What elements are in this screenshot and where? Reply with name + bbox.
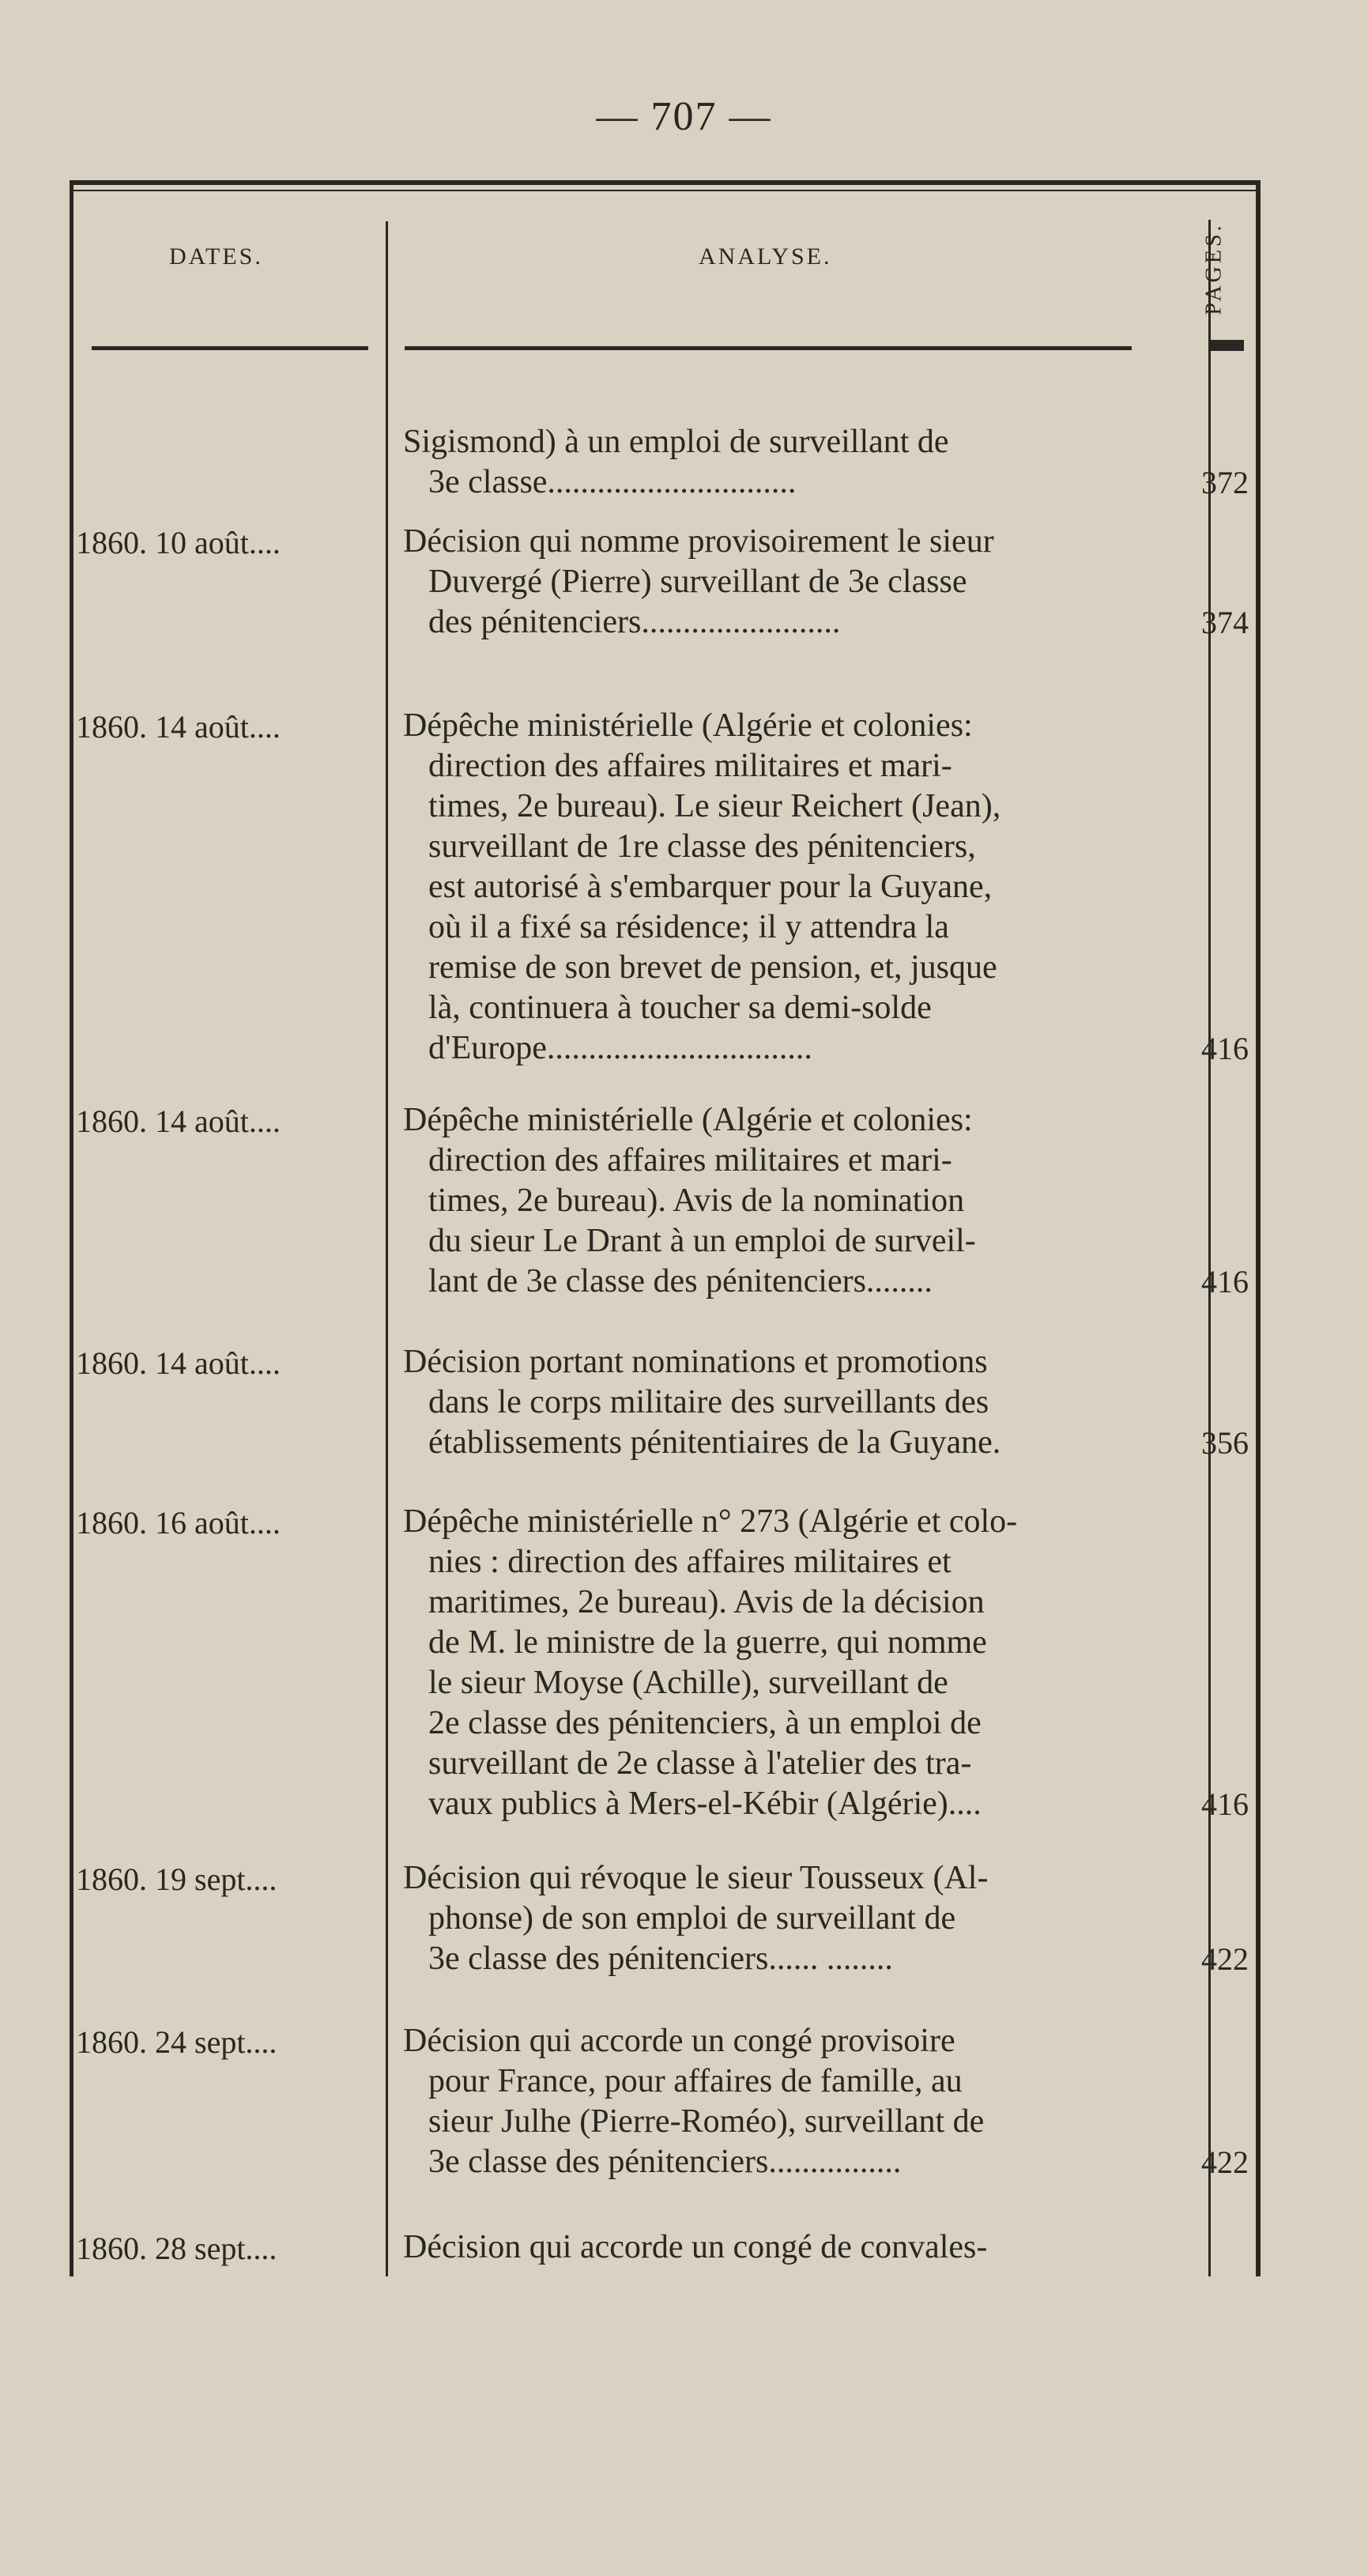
analysis-line: Dépêche ministérielle (Algérie et colonies: — [403, 707, 973, 744]
analysis-line: Duvergé (Pierre) surveillant de 3e classe — [428, 564, 967, 600]
analysis-line: est autorisé à s'embarquer pour la Guyane, — [428, 869, 993, 905]
header-analysis: ANALYSE. — [699, 243, 832, 270]
analysis-line: times, 2e bureau). Le sieur Reichert (Jean), — [428, 788, 1001, 824]
analysis-line: Décision qui accorde un congé provisoire — [403, 2023, 955, 2059]
header-rule-dates — [92, 346, 368, 350]
analysis-line: surveillant de 1re classe des pénitenciers, — [428, 828, 976, 865]
entry-analysis — [403, 1502, 1146, 1824]
entry-date: 1860. 10 août.... — [76, 525, 281, 560]
analysis-line: 3e classe des pénitenciers................ — [428, 2144, 902, 2180]
header-rule-analysis — [405, 346, 1132, 350]
analysis-line: établissements pénitentiaires de la Guyane. — [428, 1424, 1001, 1461]
analysis-line: pour France, pour affaires de famille, au — [428, 2063, 963, 2099]
entry-analysis — [403, 522, 1146, 643]
entry-date: 1860. 14 août.... — [76, 709, 281, 745]
entry-page-number: 422 — [1201, 2144, 1249, 2180]
entry-page-number: 416 — [1201, 1264, 1249, 1299]
analysis-line: phonse) de son emploi de surveillant de — [428, 1900, 956, 1937]
entry-analysis — [403, 2227, 1146, 2268]
analysis-line: Décision qui accorde un congé de convales- — [403, 2229, 988, 2265]
analysis-line: de M. le ministre de la guerre, qui nomme — [428, 1624, 987, 1661]
entry-date: 1860. 19 sept.... — [76, 1861, 277, 1897]
analysis-line: Dépêche ministérielle n° 273 (Algérie et colo- — [403, 1503, 1018, 1540]
analysis-line: maritimes, 2e bureau). Avis de la décision — [428, 1584, 985, 1620]
entry-date: 1860. 16 août.... — [76, 1505, 281, 1541]
header-pages: PAGES. — [1201, 222, 1227, 315]
analysis-line: nies : direction des affaires militaires et — [428, 1544, 952, 1580]
entry-date: 1860. 14 août.... — [76, 1103, 281, 1139]
analysis-line: des pénitenciers........................ — [428, 604, 841, 640]
analysis-line: sieur Julhe (Pierre-Roméo), surveillant de — [428, 2103, 985, 2140]
entry-page-number: 372 — [1201, 465, 1249, 500]
analysis-line: 3e classe des pénitenciers...... ........ — [428, 1940, 893, 1977]
entry-date: 1860. 24 sept.... — [76, 2024, 277, 2060]
entry-analysis — [403, 2021, 1146, 2182]
column-divider-dates — [386, 221, 388, 2276]
page-number: — 707 — — [596, 94, 772, 139]
analysis-line: d'Europe................................ — [428, 1030, 812, 1066]
analysis-line: Décision portant nominations et promotions — [403, 1344, 988, 1380]
header-rule-pages — [1209, 340, 1244, 351]
analysis-line: 2e classe des pénitenciers, à un emploi de — [428, 1705, 982, 1741]
entry-analysis — [403, 1100, 1146, 1302]
analysis-line: du sieur Le Drant à un emploi de surveil- — [428, 1223, 976, 1259]
entry-page-number: 374 — [1201, 605, 1249, 640]
entry-date: 1860. 14 août.... — [76, 1345, 281, 1381]
entry-analysis — [403, 706, 1146, 1069]
analysis-line: surveillant de 2e classe à l'atelier des tra- — [428, 1745, 972, 1782]
entry-analysis — [403, 1858, 1146, 1979]
analysis-line: lant de 3e classe des pénitenciers........ — [428, 1263, 933, 1299]
entry-date: 1860. 28 sept.... — [76, 2231, 277, 2266]
analysis-line: là, continuera à toucher sa demi-solde — [428, 990, 932, 1026]
analysis-line: times, 2e bureau). Avis de la nomination — [428, 1182, 965, 1219]
header-dates: DATES. — [169, 243, 263, 270]
analysis-line: Décision qui nomme provisoirement le sieur — [403, 523, 994, 560]
entry-page-number: 416 — [1201, 1031, 1249, 1066]
analysis-line: vaux publics à Mers-el-Kébir (Algérie).... — [428, 1786, 982, 1822]
analysis-line: direction des affaires militaires et mari- — [428, 1142, 952, 1179]
analysis-line: dans le corps militaire des surveillants des — [428, 1384, 989, 1420]
entry-analysis — [403, 422, 1146, 503]
analysis-line: Dépêche ministérielle (Algérie et colonies: — [403, 1102, 973, 1138]
analysis-line: direction des affaires militaires et mari- — [428, 748, 952, 784]
analysis-line: remise de son brevet de pension, et, jusque — [428, 949, 997, 986]
analysis-line: où il a fixé sa résidence; il y attendra la — [428, 909, 949, 945]
entry-page-number: 422 — [1201, 1941, 1249, 1977]
entry-analysis — [403, 1342, 1146, 1463]
analysis-line: Sigismond) à un emploi de surveillant de — [403, 424, 949, 460]
entry-page-number: 416 — [1201, 1786, 1249, 1822]
analysis-line: Décision qui révoque le sieur Tousseux (Al- — [403, 1860, 989, 1896]
analysis-line: 3e classe.............................. — [428, 464, 797, 500]
entry-page-number: 356 — [1201, 1425, 1249, 1461]
analysis-line: le sieur Moyse (Achille), surveillant de — [428, 1665, 948, 1701]
